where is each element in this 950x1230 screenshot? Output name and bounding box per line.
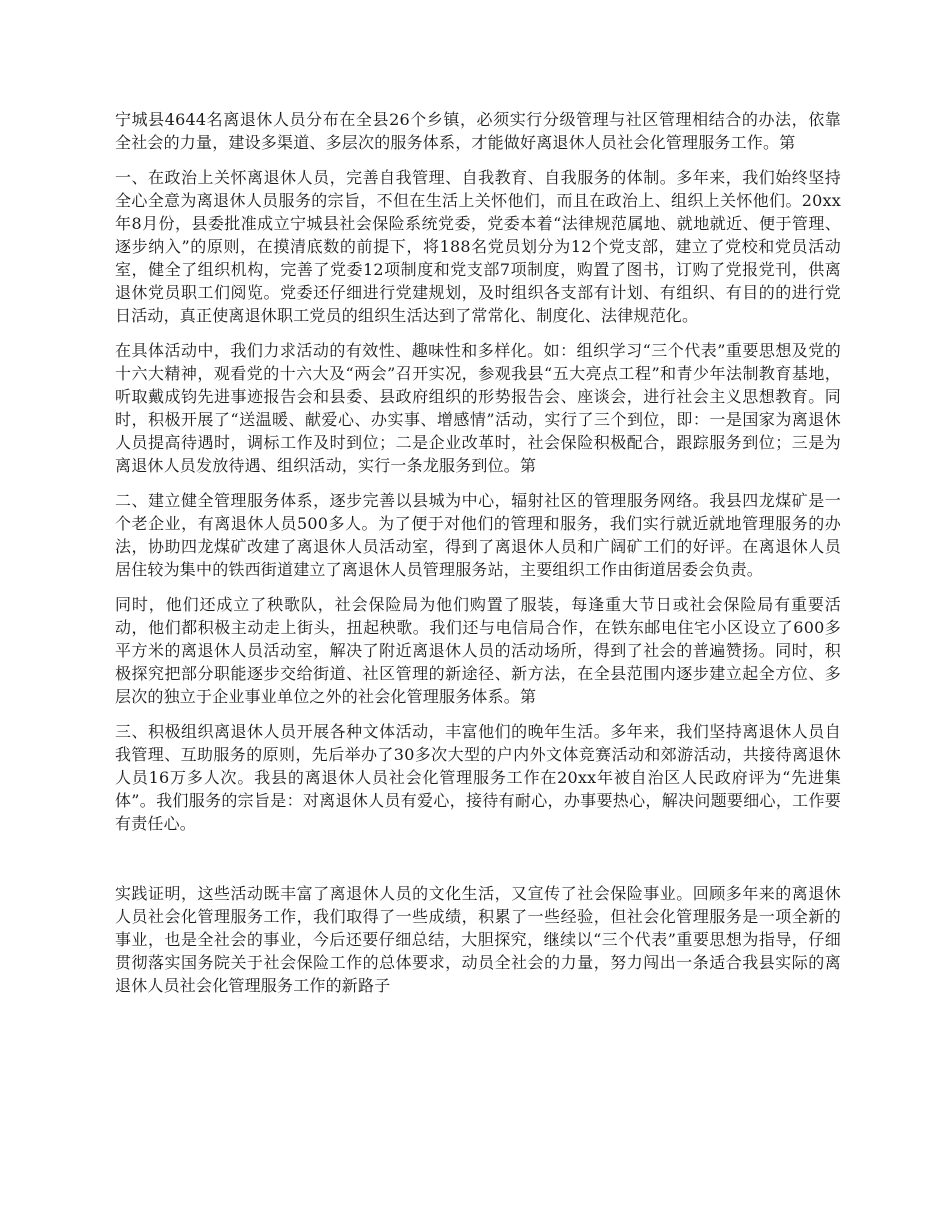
paragraph-political-care: 一、在政治上关怀离退休人员，完善自我管理、自我教育、自我服务的体制。多年来，我们始终坚持全心全意为离退休人员服务的宗旨，不但在生活上关怀他们，而且在政治上、组织上关怀他们。20xx年8月份，县委批准成立宁城县社会保险系统党委，党委本着“法律规范属地、就地就近、便于管理、逐步纳入”的原则，在摸清底数的前提下，将188名党员划分为12个党支部，建立了党校和党员活动室，健全了组织机构，完善了党委12项制度和党支部7项制度，购置了图书，订购了党报党刊，供离退休党员职工们阅览。党委还仔细进行党建规划，及时组织各支部有计划、有组织、有目的的进行党日活动，真正使离退休职工党员的组织生活达到了常常化、制度化、法律规范化。	[115, 168, 841, 325]
document-body	[115, 108, 841, 1009]
paragraph-yangge-team: 同时，他们还成立了秧歌队，社会保险局为他们购置了服装，每逢重大节日或社会保险局有重要活动，他们都积极主动走上街头，扭起秧歌。我们还与电信局合作，在铁东邮电住宅小区设立了600多平方米的离退休人员活动室，解决了附近离退休人员的活动场所，得到了社会的普遍赞扬。同时，积极探究把部分职能逐步交给街道、社区管理的新途径、新方法，在全县范围内逐步建立起全方位、多层次的独立于企业事业单位之外的社会化管理服务体系。第	[115, 595, 841, 706]
paragraph-conclusion: 实践证明，这些活动既丰富了离退休人员的文化生活，又宣传了社会保险事业。回顾多年来的离退休人员社会化管理服务工作，我们取得了一些成绩，积累了一些经验，但社会化管理服务是一项全新的事业，也是全社会的事业，今后还要仔细总结，大胆探究，继续以“三个代表”重要思想为指导，仔细贯彻落实国务院关于社会保险工作的总体要求，动员全社会的力量，努力闯出一条适合我县实际的离退休人员社会化管理服务工作的新路子	[115, 884, 841, 995]
paragraph-cultural-activities: 三、积极组织离退休人员开展各种文体活动，丰富他们的晚年生活。多年来，我们坚持离退休人员自我管理、互助服务的原则，先后举办了30多次大型的户内外文体竞赛活动和郊游活动，共接待离退休人员16万多人次。我县的离退休人员社会化管理服务工作在20xx年被自治区人民政府评为“先进集体”。我们服务的宗旨是：对离退休人员有爱心，接待有耐心，办事要热心，解决问题要细心，工作要有责任心。	[115, 722, 841, 833]
paragraph-intro: 宁城县4644名离退休人员分布在全县26个乡镇，必须实行分级管理与社区管理相结合的办法，依靠全社会的力量，建设多渠道、多层次的服务体系，才能做好离退休人员社会化管理服务工作。第	[115, 110, 841, 152]
paragraph-activities: 在具体活动中，我们力求活动的有效性、趣味性和多样化。如：组织学习“三个代表”重要思想及党的十六大精神，观看党的十六大及“两会”召开实况，参观我县“五大亮点工程”和青少年法制教育基地，听取戴成钧先进事迹报告会和县委、县政府组织的形势报告会、座谈会，进行社会主义思想教育。同时，积极开展了“送温暖、献爱心、办实事、增感情”活动，实行了三个到位，即：一是国家为离退休人员提高待遇时，调标工作及时到位；二是企业改革时，社会保险积极配合，跟踪服务到位；三是为离退休人员发放待遇、组织活动，实行一条龙服务到位。第	[115, 341, 841, 475]
paragraph-service-system: 二、建立健全管理服务体系，逐步完善以县城为中心，辐射社区的管理服务网络。我县四龙煤矿是一个老企业，有离退休人员500多人。为了便于对他们的管理和服务，我们实行就近就地管理服务的办法，协助四龙煤矿改建了离退休人员活动室，得到了离退休人员和广阔矿工们的好评。在离退休人员居住较为集中的铁西街道建立了离退休人员管理服务站，主要组织工作由街道居委会负责。	[115, 491, 841, 579]
